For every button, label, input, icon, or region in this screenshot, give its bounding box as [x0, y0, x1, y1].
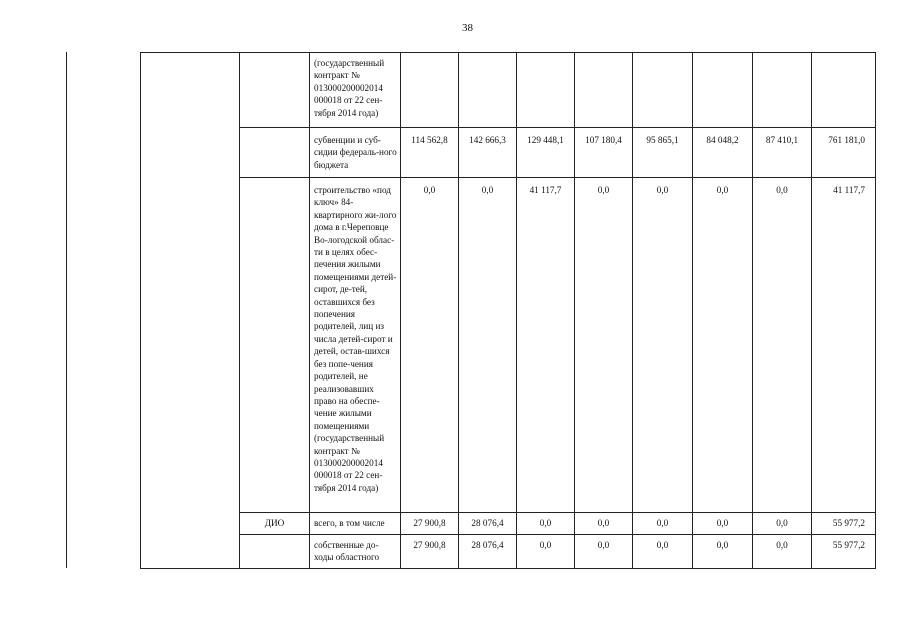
value-cell [693, 53, 753, 128]
table-row [141, 53, 876, 128]
value-cell: 0,0 [575, 535, 633, 569]
value-cell: 87 410,1 [753, 128, 812, 178]
table-row [141, 128, 876, 178]
value-cell: 41 117,7 [517, 178, 575, 513]
value-cell: 0,0 [633, 535, 693, 569]
page-number: 38 [462, 22, 473, 34]
value-cell: 761 181,0 [812, 128, 876, 178]
value-cell: 0,0 [693, 513, 753, 535]
org-cell: ДИО [240, 513, 310, 535]
value-cell [575, 53, 633, 128]
blank-cell [141, 53, 240, 569]
table-row [141, 535, 876, 569]
org-cell [240, 128, 310, 178]
value-cell: 27 900,8 [401, 513, 459, 535]
value-cell: 27 900,8 [401, 535, 459, 569]
value-cell: 0,0 [693, 535, 753, 569]
value-cell: 41 117,7 [812, 178, 876, 513]
value-cell: 0,0 [401, 178, 459, 513]
value-cell: 129 448,1 [517, 128, 575, 178]
value-cell: 28 076,4 [459, 513, 517, 535]
margin-rule [66, 52, 67, 568]
value-cell: 84 048,2 [693, 128, 753, 178]
value-cell: 0,0 [693, 178, 753, 513]
table-row [141, 513, 876, 535]
value-cell: 28 076,4 [459, 535, 517, 569]
value-cell: 0,0 [517, 513, 575, 535]
org-cell [240, 535, 310, 569]
description-cell: всего, в том числе [310, 513, 401, 535]
description-cell: строительство «под ключ» 84-квартирного жи-лого дома в г.Череповце Во-логодской облас-ти в целях обес-печения жилыми помещениями детей-сирот, де-тей, оставшихся без попечения родителей, лиц из числа детей-сирот и детей, остав-шихся без попе-чения родителей, не реализовавших право на обеспе-чение жилыми помещениями (государственный контракт № 013000200002014 000018 от 22 сен-тября 2014 года) [310, 178, 401, 513]
value-cell [401, 53, 459, 128]
value-cell: 114 562,8 [401, 128, 459, 178]
org-cell [240, 53, 310, 128]
description-cell: собственные до-ходы областного [310, 535, 401, 569]
org-cell [240, 178, 310, 513]
value-cell: 107 180,4 [575, 128, 633, 178]
value-cell: 95 865,1 [633, 128, 693, 178]
value-cell: 0,0 [575, 178, 633, 513]
value-cell [459, 53, 517, 128]
value-cell: 55 977,2 [812, 535, 876, 569]
value-cell: 0,0 [633, 178, 693, 513]
value-cell [517, 53, 575, 128]
description-cell: субвенции и суб-сидии федераль-ного бюджета [310, 128, 401, 178]
table-row [141, 178, 876, 513]
value-cell: 142 666,3 [459, 128, 517, 178]
description-cell: (государственный контракт № 013000200002014 000018 от 22 сен-тября 2014 года) [310, 53, 401, 128]
budget-table [140, 52, 876, 569]
value-cell: 0,0 [459, 178, 517, 513]
value-cell: 55 977,2 [812, 513, 876, 535]
value-cell [753, 53, 812, 128]
value-cell [812, 53, 876, 128]
value-cell: 0,0 [753, 178, 812, 513]
value-cell [633, 53, 693, 128]
value-cell: 0,0 [517, 535, 575, 569]
value-cell: 0,0 [753, 513, 812, 535]
value-cell: 0,0 [575, 513, 633, 535]
value-cell: 0,0 [753, 535, 812, 569]
value-cell: 0,0 [633, 513, 693, 535]
